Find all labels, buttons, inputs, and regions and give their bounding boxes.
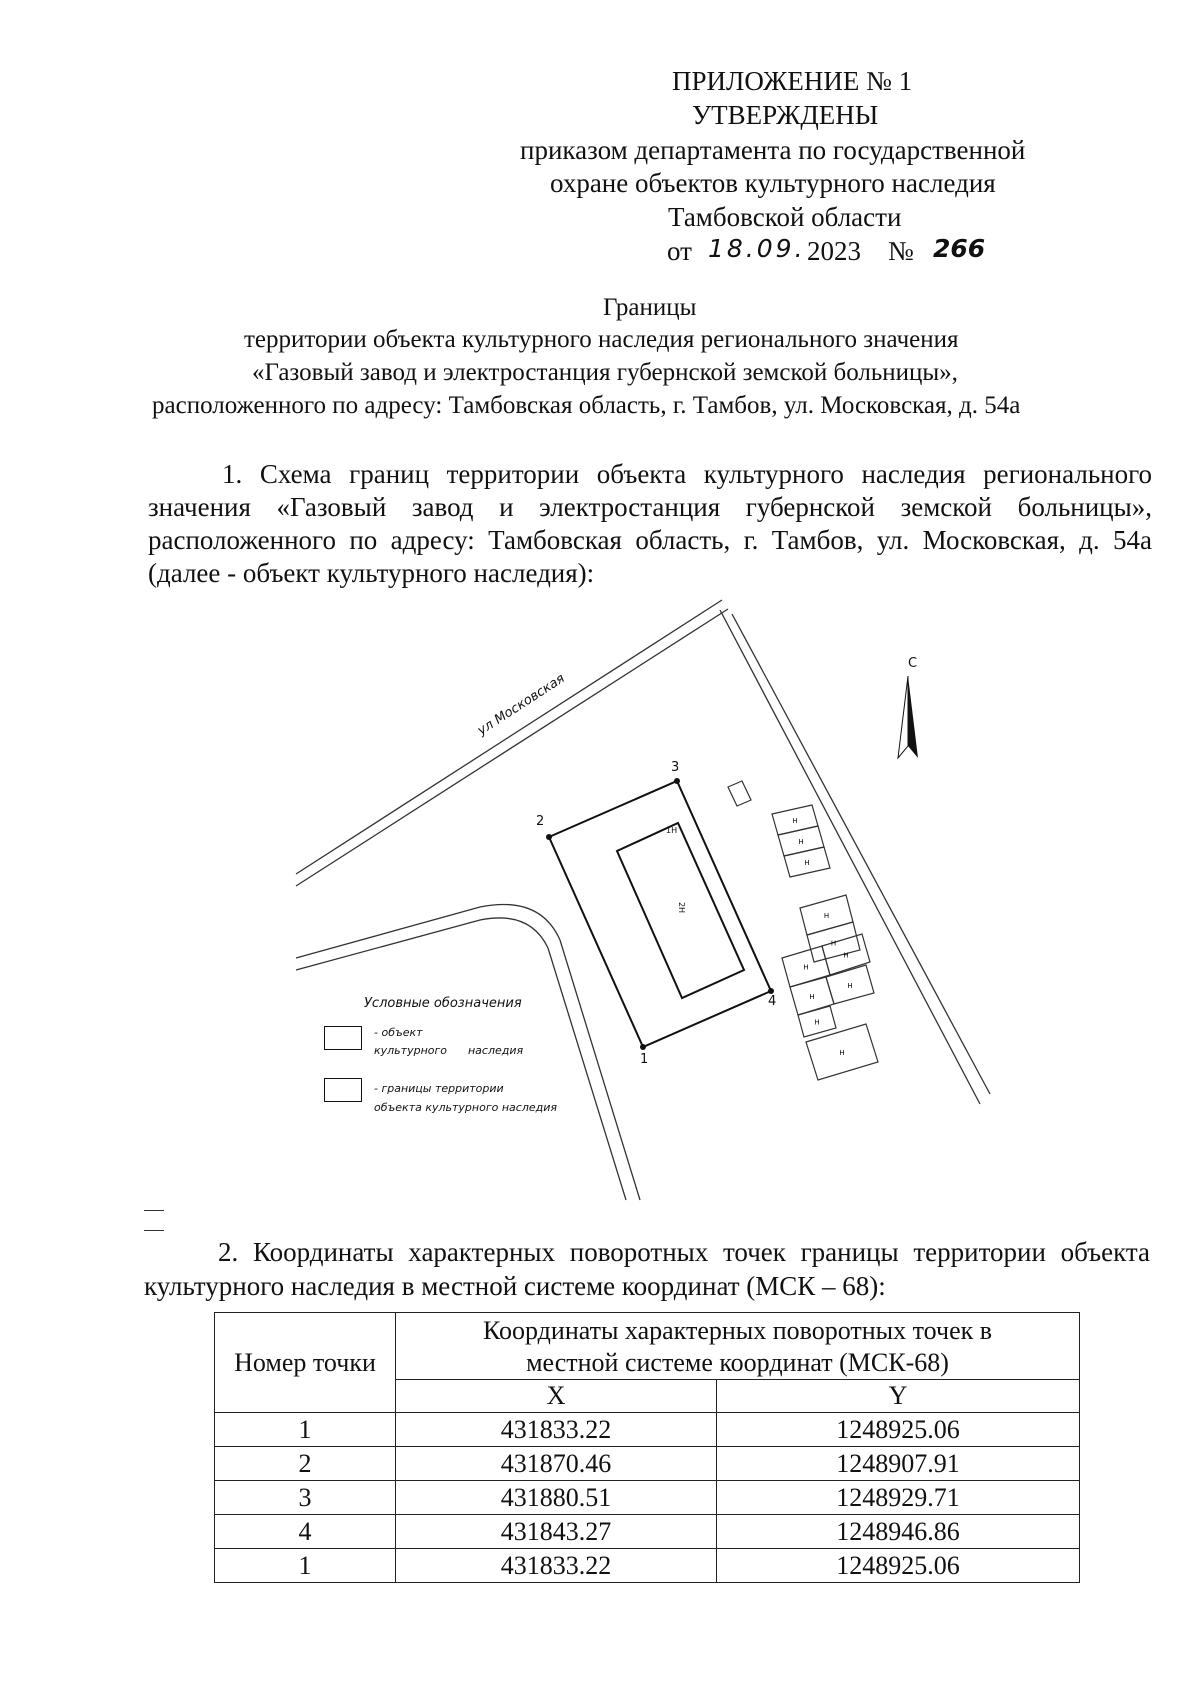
cell-point: 4 — [215, 1515, 396, 1549]
point-label-4: 4 — [768, 994, 777, 1009]
small-building-label: Н — [830, 939, 837, 948]
header-x: X — [396, 1380, 717, 1413]
section1-line-1: 1. Схема границ территории объекта культурного наследия регионального — [222, 459, 1152, 489]
section1-line-4: (далее - объект культурного наследия): — [148, 558, 595, 588]
title-line-2: «Газовый завод и электростанция губернской земской больницы», — [252, 359, 958, 386]
order-date-prefix: от — [667, 236, 692, 266]
point-label-3: 3 — [671, 760, 680, 775]
legend-item2-line1: - границы территории — [374, 1082, 504, 1095]
legend-title: Условные обозначения — [364, 996, 522, 1011]
margin-dash — [144, 1210, 164, 1211]
section2-line-1: 2. Координаты характерных поворотных точек границы территории объекта — [218, 1237, 1150, 1267]
side-road-edge-right — [732, 614, 990, 1094]
table-row — [215, 1447, 1080, 1481]
header-coordinates-line2: местной системе координат (МСК-68) — [526, 1348, 949, 1377]
cell-x: 431843.27 — [396, 1515, 717, 1549]
cell-x: 431870.46 — [396, 1447, 717, 1481]
table-row — [215, 1515, 1080, 1549]
small-building-label: Н — [839, 1049, 845, 1057]
title-heading: Границы — [603, 294, 697, 321]
header-coordinates — [396, 1313, 1080, 1380]
approved-label: УТВЕРЖДЕНЫ — [692, 100, 879, 130]
driveway-lower — [296, 918, 626, 1200]
cell-point: 1 — [215, 1413, 396, 1447]
margin-dash — [144, 1230, 164, 1231]
cell-y: 1248907.91 — [717, 1447, 1080, 1481]
small-building-label: Н — [814, 1018, 820, 1027]
cell-point: 1 — [215, 1549, 396, 1583]
handwritten-date: 18.09. — [708, 234, 806, 263]
small-building-label: Н — [843, 951, 849, 960]
section2-line-2: культурного наследия в местной системе координат (МСК – 68): — [144, 1271, 886, 1301]
point-label-2: 2 — [536, 814, 545, 829]
cell-point: 3 — [215, 1481, 396, 1515]
title-line-3: расположенного по адресу: Тамбовская область, г. Тамбов, ул. Московская, д. 54а — [152, 392, 1021, 419]
order-number-sign: № — [888, 236, 914, 266]
cell-y: 1248929.71 — [717, 1481, 1080, 1515]
small-building-label: Н — [803, 963, 809, 972]
boundary-point-2 — [546, 834, 552, 840]
cell-x: 431833.22 — [396, 1413, 717, 1447]
handwritten-order-number: 266 — [933, 234, 986, 263]
legend-item1-line2: культурного наследия — [374, 1044, 524, 1057]
cell-x: 431833.22 — [396, 1549, 717, 1583]
order-line-2: охране объектов культурного наследия — [550, 168, 996, 198]
header-coordinates-line1: Координаты характерных поворотных точек в — [482, 1316, 993, 1345]
small-building-label: Н — [792, 817, 798, 825]
table-row — [215, 1549, 1080, 1583]
side-road-edge-left — [720, 610, 980, 1104]
table-row — [215, 1481, 1080, 1515]
header-point-number: Номер точки — [215, 1313, 396, 1413]
building-label-center: 2Н — [677, 901, 687, 914]
coordinates-table — [214, 1312, 1080, 1583]
cell-point: 2 — [215, 1447, 396, 1481]
building-label-top: 1Н — [666, 826, 678, 835]
small-building-label: Н — [823, 912, 830, 920]
street-edge-lower — [296, 609, 728, 886]
small-outbuilding — [728, 781, 751, 806]
legend-item1-line1: - объект — [374, 1026, 423, 1039]
legend-swatch-boundary — [324, 1078, 362, 1102]
legend-swatch-object — [324, 1026, 362, 1050]
section1-line-3: расположенного по адресу: Тамбовская область, г. Тамбов, ул. Московская, д. 54а — [148, 525, 1152, 555]
legend-item2-line2: объекта культурного наследия — [374, 1101, 557, 1114]
title-line-1: территории объекта культурного наследия регионального значения — [244, 326, 959, 353]
section1-line-2: значения «Газовый завод и электростанция губернской земской больницы», — [148, 492, 1152, 522]
cell-y: 1248925.06 — [717, 1413, 1080, 1447]
small-building-label: Н — [847, 981, 853, 990]
street-label: ул Московская — [475, 671, 568, 739]
small-building-label: Н — [809, 992, 815, 1001]
north-arrow-icon — [896, 676, 920, 762]
boundary-point-1 — [640, 1044, 646, 1050]
order-line-1: приказом департамента по государственной — [520, 135, 1026, 165]
small-building-label: Н — [804, 859, 810, 867]
cell-y: 1248925.06 — [717, 1549, 1080, 1583]
cell-y: 1248946.86 — [717, 1515, 1080, 1549]
north-label: С — [908, 656, 918, 671]
cell-x: 431880.51 — [396, 1481, 717, 1515]
order-year: 2023 — [807, 236, 861, 266]
territory-boundary — [549, 781, 771, 1047]
boundary-point-3 — [674, 778, 680, 784]
order-line-3: Тамбовской области — [668, 202, 902, 232]
point-label-1: 1 — [640, 1052, 649, 1067]
table-row — [215, 1413, 1080, 1447]
appendix-number: ПРИЛОЖЕНИЕ № 1 — [672, 66, 913, 96]
small-building-label: Н — [798, 838, 804, 846]
header-y: Y — [717, 1380, 1080, 1413]
